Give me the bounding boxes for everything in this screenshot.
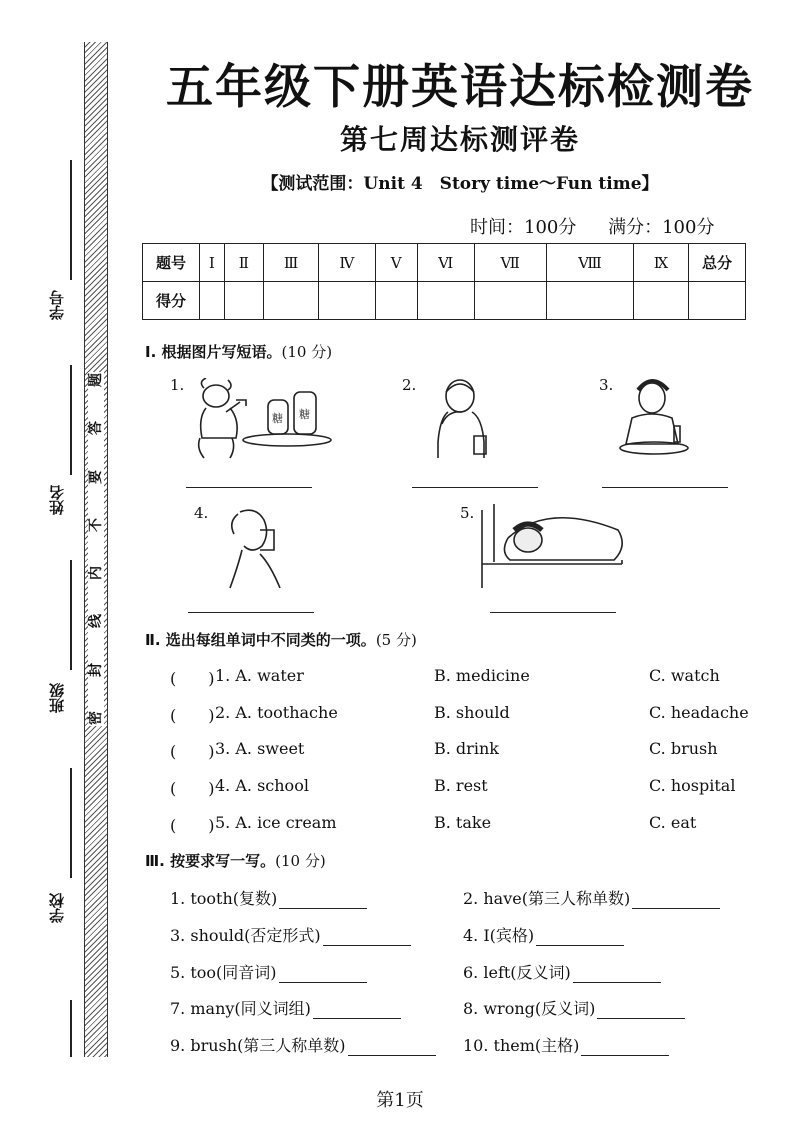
man-with-cold-picture (614, 374, 694, 460)
fill-answer-line[interactable] (597, 1002, 685, 1019)
fill-answer-line[interactable] (323, 929, 411, 946)
option-b: B. rest (434, 776, 488, 795)
test-range: 【测试范围：Unit 4 Story time～Fun time】 (261, 174, 659, 194)
option-c: C. watch (649, 666, 720, 685)
table-cell: 总分 (689, 244, 746, 282)
score-input-cell[interactable] (417, 282, 474, 320)
section-3-heading: Ⅲ. 按要求写一写。 (145, 852, 276, 870)
section-3-points: (10 分) (275, 852, 326, 870)
time-info (470, 213, 714, 239)
fill-answer-line[interactable] (581, 1039, 669, 1056)
score-table-header-row (143, 244, 746, 282)
fill-answer-line[interactable] (632, 892, 720, 909)
option-c: C. brush (649, 739, 718, 758)
boy-brushing-teeth-picture (428, 374, 498, 460)
picture-number: 5. (460, 504, 475, 522)
table-cell: Ⅷ (546, 244, 633, 282)
answer-blank[interactable]: ( ) (170, 669, 215, 688)
binding-line-bottom (70, 1000, 72, 1057)
section-1-points: (10 分) (281, 343, 333, 361)
picture-number: 3. (599, 376, 614, 394)
score-table (142, 243, 746, 320)
table-cell: Ⅲ (264, 244, 319, 282)
seal-char: 答 (88, 421, 104, 436)
seal-char: 封 (88, 662, 104, 677)
fill-item (463, 1033, 669, 1056)
jar-label: 糖 (299, 408, 310, 421)
section-2-heading: Ⅱ. 选出每组单词中不同类的一项。 (145, 631, 376, 649)
woman-drinking-water-picture (210, 506, 300, 590)
option-b: B. medicine (434, 666, 530, 685)
seal-char: 要 (88, 469, 104, 484)
label-school: 学校 (48, 893, 66, 923)
score-input-cell[interactable] (200, 282, 225, 320)
answer-blank[interactable]: ( ) (170, 779, 215, 798)
option-b: B. drink (434, 739, 499, 758)
table-cell: Ⅵ (417, 244, 474, 282)
score-input-cell[interactable] (689, 282, 746, 320)
table-cell: Ⅰ (200, 244, 225, 282)
seal-char: 线 (88, 614, 104, 629)
score-input-cell[interactable] (546, 282, 633, 320)
label-student-id: 学号 (48, 290, 66, 320)
answer-blank[interactable]: ( ) (170, 706, 215, 725)
table-cell: 得分 (143, 282, 200, 320)
seal-char: 不 (88, 517, 104, 532)
picture-number: 4. (194, 504, 209, 522)
seal-line-notice (88, 372, 104, 726)
label-name: 姓名 (48, 485, 66, 515)
table-cell: Ⅴ (375, 244, 417, 282)
answer-line-5[interactable] (490, 612, 616, 613)
fill-prompt: 3. should(否定形式) (170, 926, 321, 945)
page-number: 第1页 (376, 1090, 424, 1111)
table-cell: Ⅱ (224, 244, 264, 282)
table-cell: Ⅶ (474, 244, 546, 282)
option-a: 4. A. school (215, 776, 309, 795)
fill-prompt: 7. many(同义词组) (170, 999, 311, 1018)
option-b: B. take (434, 813, 492, 832)
answer-line-4[interactable] (188, 612, 314, 613)
choice-row (170, 666, 770, 688)
option-b: B. should (434, 703, 510, 722)
option-a: 1. A. water (215, 666, 304, 685)
choice-row (170, 776, 770, 798)
fill-item (170, 923, 411, 946)
picture-number: 2. (402, 376, 417, 394)
fill-prompt: 9. brush(第三人称单数) (170, 1036, 346, 1055)
fill-prompt: 6. left(反义词) (463, 963, 571, 982)
section-2-title (145, 629, 417, 650)
fill-item (170, 886, 367, 909)
section-1-heading: Ⅰ. 根据图片写短语。 (145, 343, 282, 361)
girl-eating-sweets-picture (182, 378, 332, 460)
fill-answer-line[interactable] (279, 892, 367, 909)
fill-prompt: 2. have(第三人称单数) (463, 889, 631, 908)
choice-row (170, 739, 770, 761)
answer-line-1[interactable] (186, 487, 312, 488)
page-subtitle: 第七周达标测评卷 (339, 123, 580, 156)
section-2-points: (5 分) (375, 631, 417, 649)
score-input-cell[interactable] (375, 282, 417, 320)
fill-prompt: 4. I(宾格) (463, 926, 535, 945)
table-cell: 题号 (143, 244, 200, 282)
seal-char: 题 (88, 373, 104, 387)
score-input-cell[interactable] (224, 282, 264, 320)
fill-item (170, 960, 367, 983)
fill-prompt: 8. wrong(反义词) (463, 999, 596, 1018)
choice-row (170, 813, 770, 835)
fill-prompt: 10. them(主格) (463, 1036, 580, 1055)
answer-line-2[interactable] (412, 487, 538, 488)
label-class: 班级 (48, 683, 66, 713)
child-in-bed-picture (472, 500, 632, 590)
seal-char: 内 (88, 566, 104, 581)
fill-item (170, 1033, 436, 1056)
fill-answer-line[interactable] (279, 966, 367, 983)
answer-line-3[interactable] (602, 487, 728, 488)
binding-line-school (70, 768, 72, 878)
fill-prompt: 1. tooth(复数) (170, 889, 278, 908)
binding-line-id (70, 160, 72, 280)
score-input-cell[interactable] (264, 282, 319, 320)
score-input-cell[interactable] (474, 282, 546, 320)
time-limit: 时间：100分 (470, 217, 577, 238)
choice-row (170, 703, 770, 725)
fill-item (463, 923, 624, 946)
table-cell: Ⅳ (319, 244, 376, 282)
fill-answer-line[interactable] (536, 929, 624, 946)
picture-number: 1. (170, 376, 185, 394)
binding-line-name (70, 365, 72, 475)
fill-answer-line[interactable] (348, 1039, 436, 1056)
fill-answer-line[interactable] (573, 966, 661, 983)
option-a: 3. A. sweet (215, 739, 305, 758)
option-c: C. eat (649, 813, 697, 832)
score-table-score-row (143, 282, 746, 320)
jar-label: 糖 (272, 412, 283, 425)
answer-blank[interactable]: ( ) (170, 816, 215, 835)
fill-answer-line[interactable] (313, 1002, 401, 1019)
score-input-cell[interactable] (319, 282, 376, 320)
fill-item (170, 996, 401, 1019)
page-title: 五年级下册英语达标检测卷 (166, 60, 754, 115)
binding-line-class (70, 560, 72, 670)
option-a: 5. A. ice cream (215, 813, 337, 832)
fill-item (463, 996, 685, 1019)
seal-char: 密 (88, 710, 104, 725)
option-a: 2. A. toothache (215, 703, 338, 722)
score-input-cell[interactable] (634, 282, 689, 320)
option-c: C. hospital (649, 776, 736, 795)
table-cell: Ⅸ (634, 244, 689, 282)
fill-item (463, 960, 661, 983)
option-c: C. headache (649, 703, 749, 722)
section-1-title (145, 341, 332, 362)
section-3-title (145, 850, 326, 871)
fill-item (463, 886, 720, 909)
fill-prompt: 5. too(同音词) (170, 963, 277, 982)
full-score: 满分：100分 (608, 217, 715, 238)
answer-blank[interactable]: ( ) (170, 742, 215, 761)
